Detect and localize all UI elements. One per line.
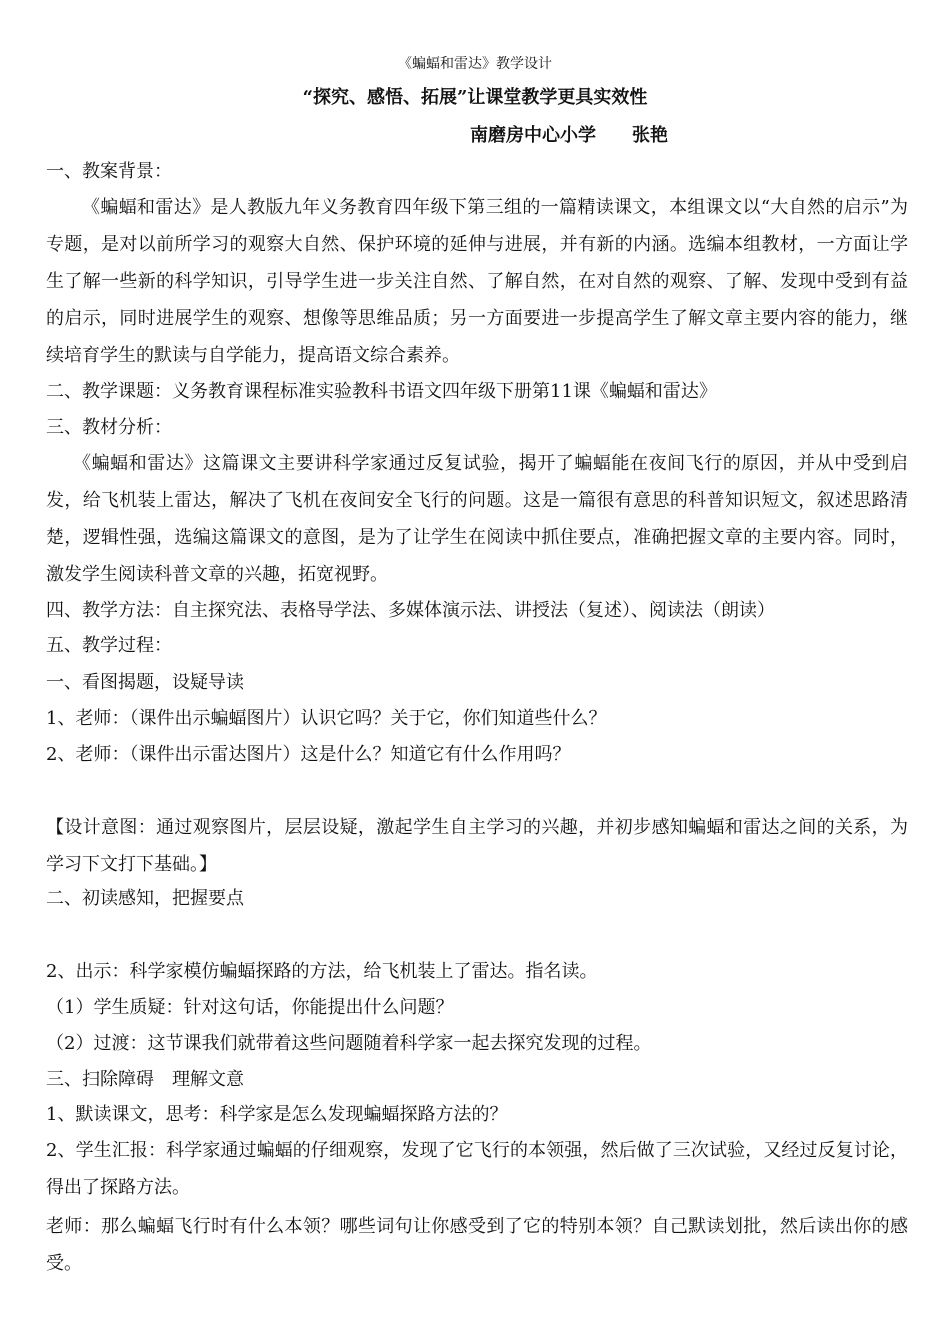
section-background-text: 《蝙蝠和雷达》是人教版九年义务教育四年级下第三组的一篇精读课文，本组课文以“大自然的启示”为专题，是对以前所学习的观察大自然、保护环境的延伸与进展，并有新的内涵。选编本组教材，一方面让学生了解一些新的科学知识，引导学生进一步关注自然、了解自然，在对自然的观察、了解、发现中受到有益的启示，同时进展学生的观察、想像等思维品质；另一方面要进一步提高学生了解文章主要内容的能力，继续培育学生的默读与自学能力，提高语文综合素养。: [46, 197, 908, 366]
section-process-heading: 五、教学过程：: [46, 635, 172, 656]
step1-question-2: 2、老师：（课件出示雷达图片）这是什么？知道它有什么作用吗？: [46, 744, 571, 765]
section-analysis-heading: 三、教材分析：: [46, 417, 172, 438]
author-line: [470, 122, 870, 150]
author-name: 张艳: [632, 125, 668, 146]
step1-question-1: 1、老师：（课件出示蝙蝠图片）认识它吗？关于它，你们知道些什么？: [46, 708, 607, 729]
section-methods: 四、教学方法：自主探究法、表格导学法、多媒体演示法、讲授法（复述）、阅读法（朗读）: [46, 600, 775, 621]
step2-heading: 二、初读感知，把握要点: [46, 888, 244, 909]
step3-item-1: 1、默读课文，思考：科学家是怎么发现蝙蝠探路方法的？: [46, 1104, 508, 1125]
section-topic: 二、教学课题：义务教育课程标准实验教科书语文四年级下册第11课《蝙蝠和雷达》: [46, 381, 717, 402]
step3-heading: 三、扫除障碍 理解文意: [46, 1069, 244, 1090]
section-analysis-text: 《蝙蝠和雷达》这篇课文主要讲科学家通过反复试验，揭开了蝙蝠能在夜间飞行的原因，并从中受到启发，给飞机装上雷达，解决了飞机在夜间安全飞行的问题。这是一篇很有意思的科普知识短文，叙述思路清楚，逻辑性强，选编这篇课文的意图，是为了让学生在阅读中抓住要点，准确把握文章的主要内容。同时，激发学生阅读科普文章的兴趣，拓宽视野。: [46, 453, 908, 585]
design-note: 【设计意图：通过观察图片，层层设疑，激起学生自主学习的兴趣，并初步感知蝙蝠和雷达之间的关系，为学习下文打下基础。】: [46, 817, 908, 875]
step1-heading: 一、看图揭题，设疑导读: [46, 672, 244, 693]
step2-sub-2: （2）过渡：这节课我们就带着这些问题随着科学家一起去探究发现的过程。: [46, 1033, 652, 1054]
document-subtitle: “探究、感悟、拓展”让课堂教学更具实效性: [302, 87, 648, 108]
step2-sub-1: （1）学生质疑：针对这句话，你能提出什么问题？: [46, 997, 454, 1018]
author-school: 南磨房中心小学: [470, 125, 596, 146]
step3-teacher: 老师：那么蝙蝠飞行时有什么本领？哪些词句让你感受到了它的特别本领？自己默读划批，然后读出你的感受。: [46, 1216, 908, 1274]
step3-item-2: 2、学生汇报：科学家通过蝙蝠的仔细观察，发现了它飞行的本领强，然后做了三次试验，又经过反复讨论，得出了探路方法。: [46, 1140, 908, 1198]
document-title: 《蝙蝠和雷达》教学设计: [398, 56, 552, 72]
step2-item-2: 2、出示：科学家模仿蝙蝠探路的方法，给飞机装上了雷达。指名读。: [46, 961, 598, 982]
section-background-heading: 一、教案背景：: [46, 161, 172, 182]
